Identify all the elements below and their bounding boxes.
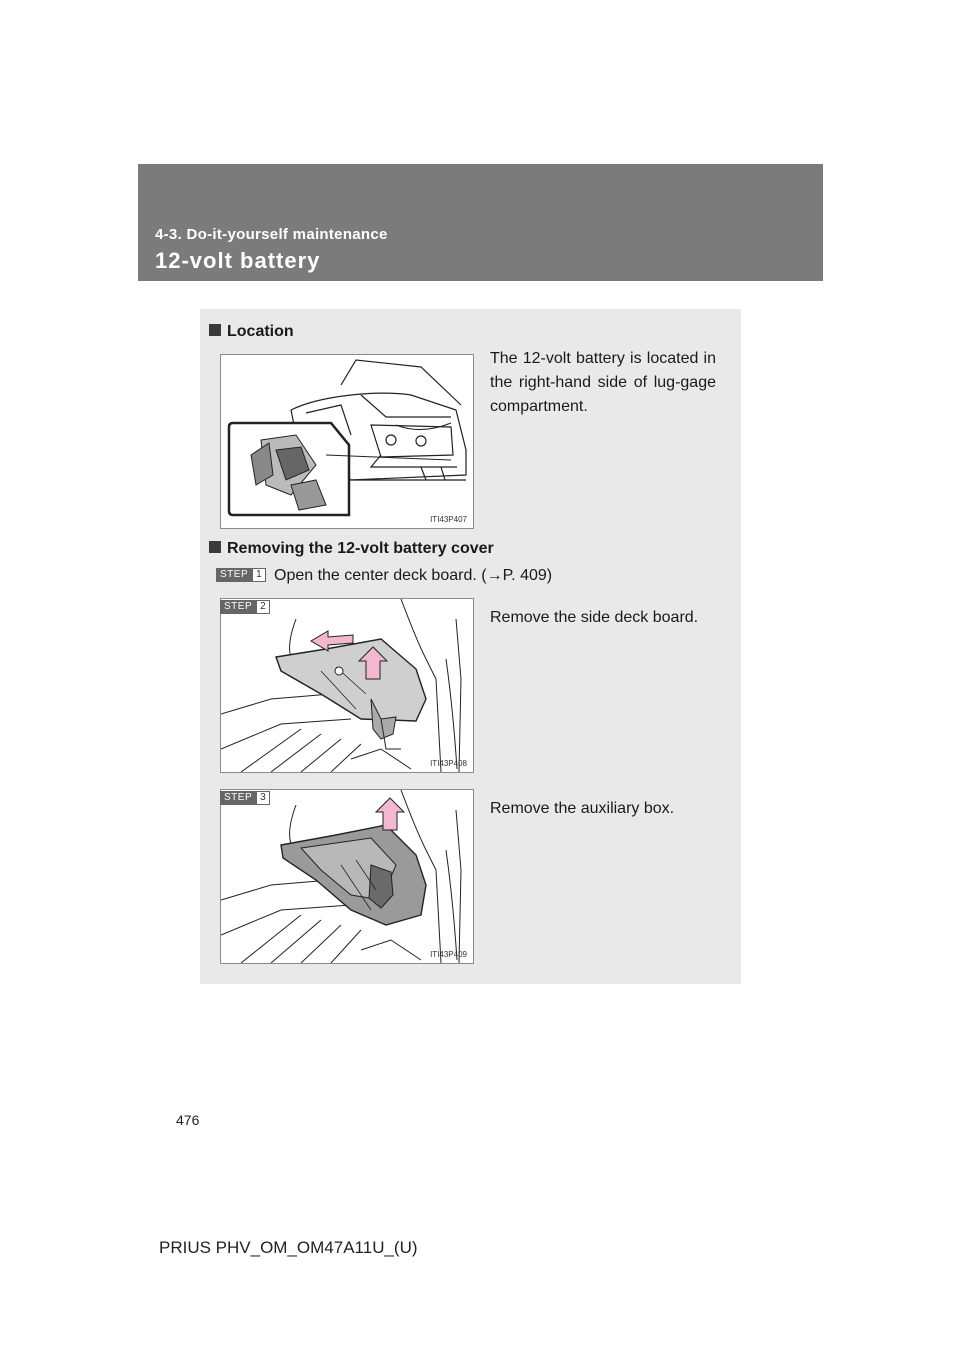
step-3-figure [220, 789, 474, 964]
location-heading-text: Location [227, 323, 294, 340]
header-band [138, 164, 823, 281]
location-figure [220, 354, 474, 529]
car-rear-illustration [221, 355, 473, 528]
step-1-text: Open the center deck board. (→P. 409) [274, 567, 553, 584]
square-bullet-icon [209, 324, 221, 336]
content-box [200, 309, 741, 984]
figure-code: ITI43P409 [430, 950, 467, 959]
step-2-badge [220, 600, 270, 614]
location-heading [209, 323, 294, 341]
section-label: 4-3. Do-it-yourself maintenance [155, 226, 388, 243]
figure-code: ITI43P408 [430, 759, 467, 768]
step-number: 3 [256, 791, 270, 805]
page-number: 476 [176, 1112, 200, 1128]
step-1-badge [216, 568, 266, 582]
page-title: 12-volt battery [155, 248, 321, 273]
step-2-figure [220, 598, 474, 773]
auxiliary-box-illustration [221, 790, 473, 963]
step-3-text: Remove the auxiliary box. [490, 800, 675, 817]
step-3-badge [220, 791, 270, 805]
step-label: STEP [220, 600, 256, 614]
document-id: PRIUS PHV_OM_OM47A11U_(U) [159, 1238, 418, 1257]
figure-code: ITI43P407 [430, 515, 467, 524]
step-number: 2 [256, 600, 270, 614]
side-deck-board-illustration [221, 599, 473, 772]
removing-heading-text: Removing the 12-volt battery cover [227, 540, 494, 557]
location-text: The 12-volt battery is located in the right-hand side of lug-gage compartment. [490, 350, 716, 415]
step-2-text: Remove the side deck board. [490, 609, 699, 626]
step-number: 1 [252, 568, 266, 582]
step-label: STEP [220, 791, 256, 805]
step-label: STEP [216, 568, 252, 582]
square-bullet-icon [209, 541, 221, 553]
removing-heading [209, 540, 494, 558]
